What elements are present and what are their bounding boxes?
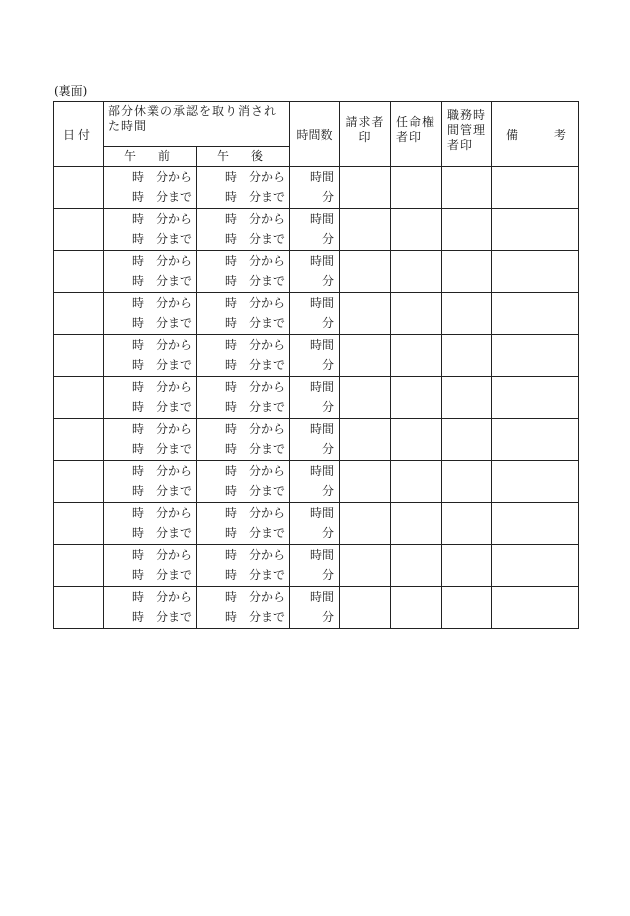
hour-label: 時 xyxy=(224,548,237,562)
until-minute-label: 分まで xyxy=(156,484,193,498)
hours-count-cell[interactable] xyxy=(290,293,340,335)
minutes-unit-label: 分 xyxy=(322,484,335,498)
from-minute-label: 分から xyxy=(156,254,193,268)
hours-count-cell[interactable] xyxy=(290,335,340,377)
from-minute-label: 分から xyxy=(249,254,286,268)
manager-seal-cell[interactable] xyxy=(442,461,492,503)
entry-row xyxy=(54,167,579,209)
minutes-unit-label: 分 xyxy=(322,316,335,330)
manager-seal-line3: 者印 xyxy=(447,138,474,152)
appointer-seal-cell[interactable] xyxy=(391,209,442,251)
entry-row xyxy=(54,587,579,629)
claimant-seal-cell[interactable] xyxy=(340,209,391,251)
date-cell[interactable] xyxy=(54,335,104,377)
revoked-time-header: 部分休業の承認を取り消された時間 xyxy=(104,102,290,147)
until-minute-label: 分まで xyxy=(156,232,193,246)
until-minute-label: 分まで xyxy=(249,568,286,582)
hours-unit-label: 時間 xyxy=(310,464,335,478)
afternoon-header-left: 午 xyxy=(217,149,230,163)
hour-label: 時 xyxy=(224,568,237,582)
appointer-seal-cell[interactable] xyxy=(391,503,442,545)
hour-label: 時 xyxy=(224,358,237,372)
claimant-seal-cell[interactable] xyxy=(340,377,391,419)
morning-header-left: 午 xyxy=(124,149,137,163)
until-minute-label: 分まで xyxy=(249,442,286,456)
appointer-seal-line2: 者印 xyxy=(396,130,423,144)
appointer-seal-cell[interactable] xyxy=(391,377,442,419)
morning-time-cell[interactable] xyxy=(104,503,197,545)
from-minute-label: 分から xyxy=(156,212,193,226)
remarks-cell[interactable] xyxy=(492,209,579,251)
hours-unit-label: 時間 xyxy=(310,338,335,352)
until-minute-label: 分まで xyxy=(249,232,286,246)
hour-label: 時 xyxy=(131,526,144,540)
claimant-seal-cell[interactable] xyxy=(340,293,391,335)
manager-seal-cell[interactable] xyxy=(442,209,492,251)
hour-label: 時 xyxy=(224,296,237,310)
minutes-unit-label: 分 xyxy=(322,610,335,624)
date-cell[interactable] xyxy=(54,461,104,503)
hour-label: 時 xyxy=(224,400,237,414)
minutes-unit-label: 分 xyxy=(322,400,335,414)
hours-count-cell[interactable] xyxy=(290,377,340,419)
from-minute-label: 分から xyxy=(156,464,193,478)
hour-label: 時 xyxy=(224,526,237,540)
entry-row xyxy=(54,419,579,461)
remarks-cell[interactable] xyxy=(492,587,579,629)
hours-unit-label: 時間 xyxy=(310,170,335,184)
morning-time-cell[interactable] xyxy=(104,293,197,335)
date-cell[interactable] xyxy=(54,587,104,629)
afternoon-time-cell[interactable] xyxy=(197,209,290,251)
hour-label: 時 xyxy=(224,232,237,246)
morning-time-cell[interactable] xyxy=(104,251,197,293)
until-minute-label: 分まで xyxy=(249,358,286,372)
claimant-seal-cell[interactable] xyxy=(340,461,391,503)
hours-unit-label: 時間 xyxy=(310,548,335,562)
hour-label: 時 xyxy=(131,338,144,352)
date-cell[interactable] xyxy=(54,377,104,419)
appointer-seal-cell[interactable] xyxy=(391,419,442,461)
morning-time-cell[interactable] xyxy=(104,545,197,587)
morning-time-cell[interactable] xyxy=(104,335,197,377)
minutes-unit-label: 分 xyxy=(322,526,335,540)
manager-seal-line1: 職務時 xyxy=(447,108,487,122)
manager-seal-cell[interactable] xyxy=(442,503,492,545)
remarks-cell[interactable] xyxy=(492,293,579,335)
from-minute-label: 分から xyxy=(249,170,286,184)
minutes-unit-label: 分 xyxy=(322,358,335,372)
claimant-seal-cell[interactable] xyxy=(340,419,391,461)
hour-label: 時 xyxy=(224,484,237,498)
from-minute-label: 分から xyxy=(249,506,286,520)
afternoon-time-cell[interactable] xyxy=(197,545,290,587)
date-cell[interactable] xyxy=(54,293,104,335)
entry-row xyxy=(54,251,579,293)
hour-label: 時 xyxy=(131,296,144,310)
hour-label: 時 xyxy=(131,274,144,288)
until-minute-label: 分まで xyxy=(156,358,193,372)
appointer-seal-cell[interactable] xyxy=(391,293,442,335)
hour-label: 時 xyxy=(131,232,144,246)
hour-label: 時 xyxy=(224,506,237,520)
hour-label: 時 xyxy=(131,358,144,372)
until-minute-label: 分まで xyxy=(249,610,286,624)
afternoon-header xyxy=(197,147,290,167)
from-minute-label: 分から xyxy=(156,380,193,394)
hour-label: 時 xyxy=(224,190,237,204)
claimant-seal-cell[interactable] xyxy=(340,251,391,293)
hour-label: 時 xyxy=(224,170,237,184)
hours-unit-label: 時間 xyxy=(310,506,335,520)
work-hours-manager-seal-header xyxy=(442,102,492,167)
remarks-cell[interactable] xyxy=(492,545,579,587)
until-minute-label: 分まで xyxy=(156,442,193,456)
hour-label: 時 xyxy=(224,610,237,624)
appointer-seal-line1: 任命権 xyxy=(396,115,436,129)
entry-row xyxy=(54,545,579,587)
hours-unit-label: 時間 xyxy=(310,296,335,310)
date-header-left: 日 xyxy=(63,127,76,142)
until-minute-label: 分まで xyxy=(249,274,286,288)
claimant-seal-line1: 請求者 xyxy=(345,115,385,129)
date-cell[interactable] xyxy=(54,545,104,587)
until-minute-label: 分まで xyxy=(249,316,286,330)
entry-row xyxy=(54,335,579,377)
hour-label: 時 xyxy=(224,590,237,604)
afternoon-time-cell[interactable] xyxy=(197,461,290,503)
manager-seal-cell[interactable] xyxy=(442,293,492,335)
claimant-seal-header xyxy=(340,102,391,167)
hours-unit-label: 時間 xyxy=(310,212,335,226)
date-cell[interactable] xyxy=(54,167,104,209)
minutes-unit-label: 分 xyxy=(322,568,335,582)
hour-label: 時 xyxy=(131,568,144,582)
until-minute-label: 分まで xyxy=(249,400,286,414)
claimant-seal-cell[interactable] xyxy=(340,167,391,209)
hour-label: 時 xyxy=(224,464,237,478)
until-minute-label: 分まで xyxy=(156,610,193,624)
hours-count-cell[interactable] xyxy=(290,461,340,503)
from-minute-label: 分から xyxy=(156,170,193,184)
hours-count-cell[interactable] xyxy=(290,251,340,293)
hours-count-cell[interactable] xyxy=(290,503,340,545)
until-minute-label: 分まで xyxy=(249,484,286,498)
hour-label: 時 xyxy=(224,274,237,288)
remarks-cell[interactable] xyxy=(492,419,579,461)
hour-label: 時 xyxy=(131,170,144,184)
claimant-seal-cell[interactable] xyxy=(340,587,391,629)
hour-label: 時 xyxy=(131,254,144,268)
hour-label: 時 xyxy=(131,590,144,604)
from-minute-label: 分から xyxy=(156,422,193,436)
until-minute-label: 分まで xyxy=(156,568,193,582)
hour-label: 時 xyxy=(131,190,144,204)
entry-row xyxy=(54,377,579,419)
manager-seal-cell[interactable] xyxy=(442,377,492,419)
afternoon-time-cell[interactable] xyxy=(197,251,290,293)
hours-count-cell[interactable] xyxy=(290,545,340,587)
manager-seal-cell[interactable] xyxy=(442,167,492,209)
morning-time-cell[interactable] xyxy=(104,377,197,419)
manager-seal-cell[interactable] xyxy=(442,251,492,293)
entry-row xyxy=(54,503,579,545)
date-cell[interactable] xyxy=(54,209,104,251)
appointer-seal-cell[interactable] xyxy=(391,545,442,587)
afternoon-time-cell[interactable] xyxy=(197,293,290,335)
hour-label: 時 xyxy=(224,254,237,268)
from-minute-label: 分から xyxy=(156,506,193,520)
remarks-header xyxy=(492,102,579,167)
hours-unit-label: 時間 xyxy=(310,422,335,436)
morning-time-cell[interactable] xyxy=(104,209,197,251)
hour-label: 時 xyxy=(131,506,144,520)
date-header-right: 付 xyxy=(77,127,90,142)
morning-time-cell[interactable] xyxy=(104,167,197,209)
morning-time-cell[interactable] xyxy=(104,587,197,629)
manager-seal-cell[interactable] xyxy=(442,419,492,461)
hour-label: 時 xyxy=(131,610,144,624)
hour-label: 時 xyxy=(131,212,144,226)
hour-label: 時 xyxy=(224,442,237,456)
hours-unit-label: 時間 xyxy=(310,380,335,394)
hours-count-header: 時間数 xyxy=(290,102,340,167)
claimant-seal-cell[interactable] xyxy=(340,545,391,587)
from-minute-label: 分から xyxy=(249,464,286,478)
afternoon-time-cell[interactable] xyxy=(197,377,290,419)
until-minute-label: 分まで xyxy=(249,526,286,540)
afternoon-time-cell[interactable] xyxy=(197,503,290,545)
from-minute-label: 分から xyxy=(249,548,286,562)
page-side-caption: (裏面) xyxy=(54,84,88,98)
appointer-seal-cell[interactable] xyxy=(391,335,442,377)
hour-label: 時 xyxy=(224,338,237,352)
from-minute-label: 分から xyxy=(249,296,286,310)
hour-label: 時 xyxy=(131,548,144,562)
manager-seal-cell[interactable] xyxy=(442,587,492,629)
partial-leave-revocation-table xyxy=(53,101,579,629)
hours-count-cell[interactable] xyxy=(290,587,340,629)
hour-label: 時 xyxy=(224,422,237,436)
from-minute-label: 分から xyxy=(249,338,286,352)
minutes-unit-label: 分 xyxy=(322,274,335,288)
from-minute-label: 分から xyxy=(249,380,286,394)
hour-label: 時 xyxy=(131,380,144,394)
remarks-cell[interactable] xyxy=(492,461,579,503)
claimant-seal-cell[interactable] xyxy=(340,335,391,377)
from-minute-label: 分から xyxy=(156,296,193,310)
appointer-seal-header xyxy=(391,102,442,167)
afternoon-time-cell[interactable] xyxy=(197,587,290,629)
hour-label: 時 xyxy=(131,484,144,498)
hour-label: 時 xyxy=(224,380,237,394)
manager-seal-cell[interactable] xyxy=(442,335,492,377)
remarks-cell[interactable] xyxy=(492,167,579,209)
from-minute-label: 分から xyxy=(249,590,286,604)
remarks-cell[interactable] xyxy=(492,503,579,545)
entry-row xyxy=(54,293,579,335)
remarks-cell[interactable] xyxy=(492,377,579,419)
hour-label: 時 xyxy=(131,464,144,478)
hours-count-cell[interactable] xyxy=(290,167,340,209)
hour-label: 時 xyxy=(131,442,144,456)
appointer-seal-cell[interactable] xyxy=(391,587,442,629)
remarks-cell[interactable] xyxy=(492,251,579,293)
hours-count-cell[interactable] xyxy=(290,419,340,461)
hour-label: 時 xyxy=(131,400,144,414)
until-minute-label: 分まで xyxy=(156,190,193,204)
entry-row xyxy=(54,461,579,503)
from-minute-label: 分から xyxy=(156,548,193,562)
hour-label: 時 xyxy=(131,422,144,436)
hours-unit-label: 時間 xyxy=(310,590,335,604)
from-minute-label: 分から xyxy=(249,212,286,226)
from-minute-label: 分から xyxy=(156,338,193,352)
date-cell[interactable] xyxy=(54,419,104,461)
date-cell[interactable] xyxy=(54,503,104,545)
morning-time-cell[interactable] xyxy=(104,461,197,503)
appointer-seal-cell[interactable] xyxy=(391,167,442,209)
until-minute-label: 分まで xyxy=(156,400,193,414)
header-row xyxy=(54,102,579,147)
hour-label: 時 xyxy=(224,316,237,330)
appointer-seal-cell[interactable] xyxy=(391,461,442,503)
from-minute-label: 分から xyxy=(249,422,286,436)
hours-count-cell[interactable] xyxy=(290,209,340,251)
hours-unit-label: 時間 xyxy=(310,254,335,268)
minutes-unit-label: 分 xyxy=(322,232,335,246)
morning-time-cell[interactable] xyxy=(104,419,197,461)
hour-label: 時 xyxy=(224,212,237,226)
date-header xyxy=(54,102,104,167)
claimant-seal-line2: 印 xyxy=(358,130,372,144)
from-minute-label: 分から xyxy=(156,590,193,604)
claimant-seal-cell[interactable] xyxy=(340,503,391,545)
minutes-unit-label: 分 xyxy=(322,442,335,456)
afternoon-time-cell[interactable] xyxy=(197,419,290,461)
manager-seal-line2: 間管理 xyxy=(447,123,487,137)
morning-header-right: 前 xyxy=(157,149,170,163)
remarks-header-left: 備 xyxy=(506,127,519,142)
entry-row xyxy=(54,209,579,251)
until-minute-label: 分まで xyxy=(156,274,193,288)
remarks-header-right: 考 xyxy=(554,127,567,142)
date-cell[interactable] xyxy=(54,251,104,293)
minutes-unit-label: 分 xyxy=(322,190,335,204)
until-minute-label: 分まで xyxy=(156,316,193,330)
manager-seal-cell[interactable] xyxy=(442,545,492,587)
afternoon-time-cell[interactable] xyxy=(197,167,290,209)
afternoon-header-right: 後 xyxy=(251,149,264,163)
until-minute-label: 分まで xyxy=(156,526,193,540)
remarks-cell[interactable] xyxy=(492,335,579,377)
morning-header xyxy=(104,147,197,167)
appointer-seal-cell[interactable] xyxy=(391,251,442,293)
hour-label: 時 xyxy=(131,316,144,330)
until-minute-label: 分まで xyxy=(249,190,286,204)
afternoon-time-cell[interactable] xyxy=(197,335,290,377)
